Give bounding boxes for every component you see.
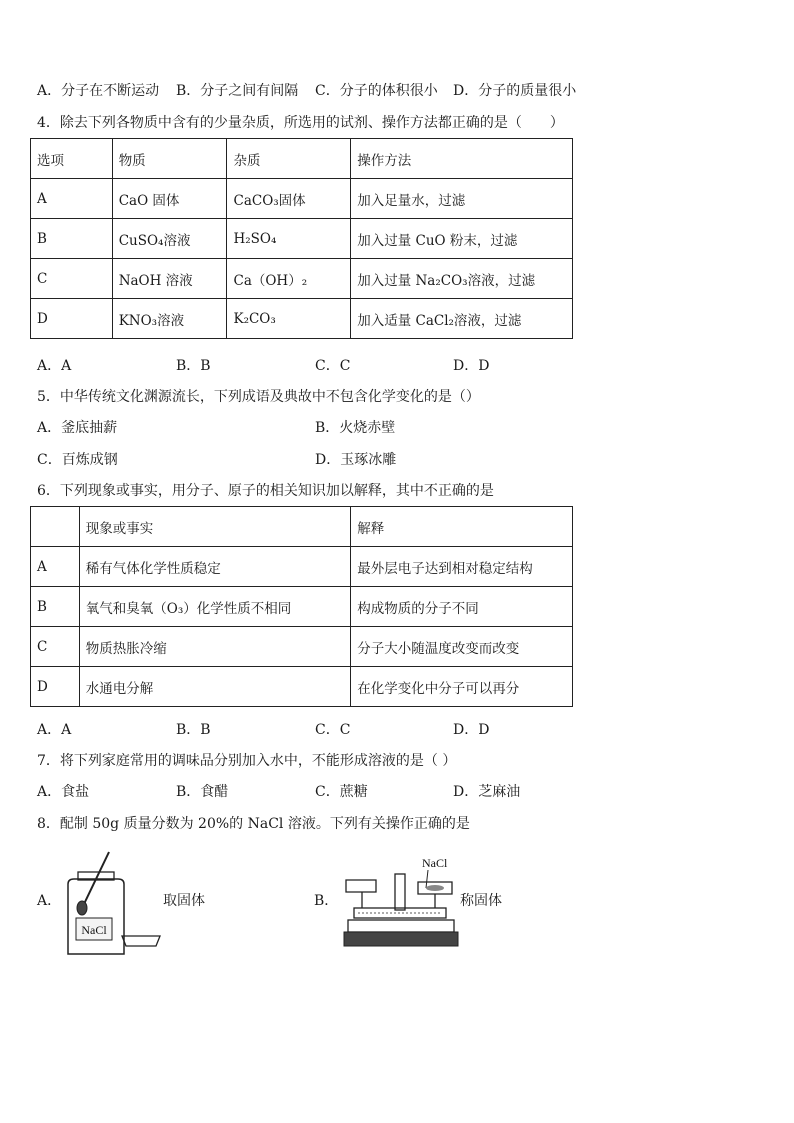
salt-pile [426, 885, 444, 891]
header-cell: 现象或事实 [79, 507, 351, 547]
table-row [31, 547, 573, 587]
fact-cell: 稀有气体化学性质稳定 [79, 547, 351, 587]
dish [122, 936, 160, 946]
q6-stem: 6．下列现象或事实，用分子、原子的相关知识加以解释，其中不正确的是 [37, 483, 494, 499]
balance-base [348, 920, 454, 932]
q3-option-c: C．分子的体积很小 [315, 83, 438, 99]
impurity-cell: H₂SO₄ [227, 219, 351, 259]
fact-cell: 物质热胀冷缩 [79, 627, 351, 667]
q3-option-d: D．分子的质量很小 [453, 83, 577, 99]
method-cell: 加入过量 Na₂CO₃溶液，过滤 [351, 259, 573, 299]
q8-option-a-letter: A． [37, 893, 62, 909]
option-cell: D [31, 667, 80, 707]
balance-label: NaCl [422, 856, 448, 870]
q6-option-b: B．B [176, 722, 211, 738]
table-row [31, 179, 573, 219]
balance-pillar [395, 874, 405, 910]
table-row [31, 587, 573, 627]
header-cell: 操作方法 [351, 139, 573, 179]
method-cell: 加入足量水，过滤 [351, 179, 573, 219]
q4-option-b: B．B [176, 358, 211, 374]
q5-option-b: B．火烧赤壁 [315, 420, 396, 436]
fact-cell: 氧气和臭氧（O₃）化学性质不相同 [79, 587, 351, 627]
substance-cell: CaO 固体 [112, 179, 227, 219]
bottle-label: NaCl [81, 923, 107, 937]
substance-cell: NaOH 溶液 [112, 259, 227, 299]
explanation-cell: 最外层电子达到相对稳定结构 [351, 547, 573, 587]
q5-option-a: A．釜底抽薪 [37, 420, 118, 436]
option-cell: A [31, 547, 80, 587]
header-cell: 杂质 [227, 139, 351, 179]
q5-option-c: C．百炼成钢 [37, 452, 118, 468]
impurity-cell: K₂CO₃ [227, 299, 351, 339]
spoon-bowl [77, 901, 87, 915]
impurity-cell: Ca（OH）₂ [227, 259, 351, 299]
table-row [31, 219, 573, 259]
q8-option-b-caption: 称固体 [460, 893, 502, 909]
header-cell: 解释 [351, 507, 573, 547]
q7-stem: 7．将下列家庭常用的调味品分别加入水中，不能形成溶液的是（ ） [37, 753, 457, 769]
method-cell: 加入过量 CuO 粉末，过滤 [351, 219, 573, 259]
q5-stem: 5．中华传统文化渊源流长，下列成语及典故中不包含化学变化的是（） [37, 389, 480, 405]
q6-option-a: A．A [37, 722, 72, 738]
take-solid-figure [62, 846, 167, 958]
option-cell: A [31, 179, 113, 219]
q6-option-d: D．D [453, 722, 490, 738]
q4-option-a: A．A [37, 358, 72, 374]
header-cell: 选项 [31, 139, 113, 179]
table-header-row [31, 507, 573, 547]
table-row [31, 259, 573, 299]
label-pointer [426, 870, 428, 888]
q5-option-d: D．玉琢冰雕 [315, 452, 397, 468]
header-cell: 物质 [112, 139, 227, 179]
q4-table [30, 138, 573, 339]
q6-option-c: C．C [315, 722, 351, 738]
q6-table [30, 506, 573, 707]
table-header-row [31, 139, 573, 179]
fact-cell: 水通电分解 [79, 667, 351, 707]
q8-option-b-letter: B． [314, 893, 339, 909]
bottle-body [68, 879, 124, 954]
q8-stem: 8．配制 50g 质量分数为 20%的 NaCl 溶液。下列有关操作正确的是 [37, 816, 470, 832]
option-cell: D [31, 299, 113, 339]
q4-option-d: D．D [453, 358, 490, 374]
q3-option-b: B．分子之间有间隔 [176, 83, 299, 99]
q4-option-c: C．C [315, 358, 351, 374]
q4-stem: 4．除去下列各物质中含有的少量杂质，所选用的试剂、操作方法都正确的是（ ） [37, 115, 564, 131]
q7-option-a: A．食盐 [37, 784, 90, 800]
explanation-cell: 在化学变化中分子可以再分 [351, 667, 573, 707]
q8-option-a-caption: 取固体 [163, 893, 205, 909]
balance-foot [344, 932, 458, 946]
q7-option-c: C．蔗糖 [315, 784, 368, 800]
table-row [31, 667, 573, 707]
explanation-cell: 分子大小随温度改变而改变 [351, 627, 573, 667]
option-cell: C [31, 259, 113, 299]
header-cell [31, 507, 80, 547]
spoon-handle [84, 852, 109, 904]
q3-option-a: A．分子在不断运动 [37, 83, 160, 99]
explanation-cell: 构成物质的分子不同 [351, 587, 573, 627]
q7-option-b: B．食醋 [176, 784, 229, 800]
option-cell: B [31, 587, 80, 627]
q7-option-d: D．芝麻油 [453, 784, 521, 800]
weigh-solid-figure [340, 852, 462, 950]
table-row [31, 627, 573, 667]
method-cell: 加入适量 CaCl₂溶液，过滤 [351, 299, 573, 339]
substance-cell: KNO₃溶液 [112, 299, 227, 339]
table-row [31, 299, 573, 339]
impurity-cell: CaCO₃固体 [227, 179, 351, 219]
left-pan [346, 880, 376, 892]
option-cell: C [31, 627, 80, 667]
substance-cell: CuSO₄溶液 [112, 219, 227, 259]
option-cell: B [31, 219, 113, 259]
